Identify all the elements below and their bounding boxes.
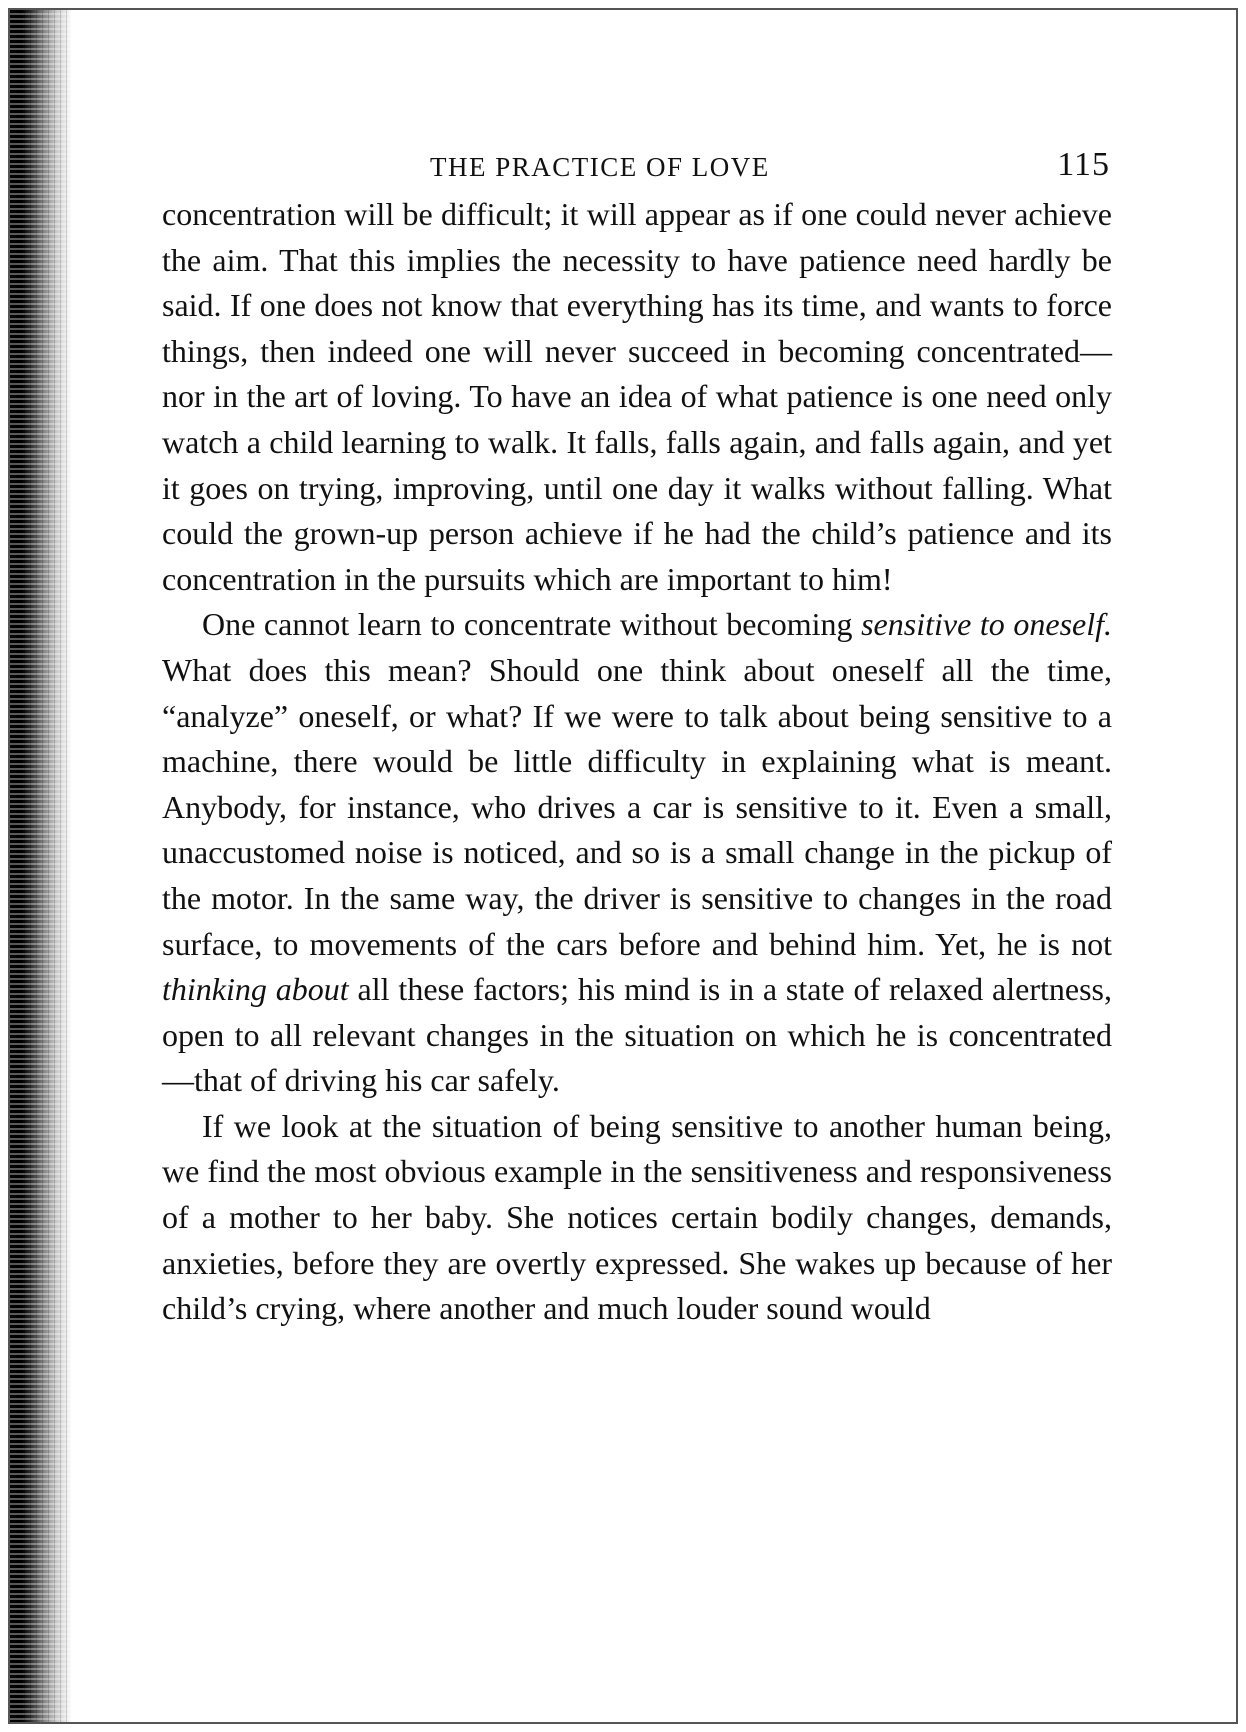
paragraph-text: One cannot learn to concentrate without becoming [202,606,862,643]
page-header [430,146,1110,186]
book-page [8,8,1238,1724]
paragraph-2 [162,602,1112,1104]
paragraph-3 [162,1104,1112,1332]
italic-phrase-sensitive-to-oneself: sensitive to oneself. [861,606,1113,643]
paragraph-text: all these factors; his mind is in a state of relaxed alertness, open to all relevant changes in the situation on which he is concentrated—that of driving his car safely. [162,971,1112,1099]
italic-phrase-thinking-about: thinking about [162,971,349,1008]
paragraph-text: What does this mean? Should one think about oneself all the time, “analyze” oneself, or what? If we were to talk about being sensitive to a machine, there would be little difficulty in explaining what is meant. Anybody, for instance, who drives a car is sensitive to it. Even a small, unaccustomed noise is noticed, and so is a small change in the pickup of the motor. In the same way, the driver is sensitive to changes in the road surface, to movements of the cars before and behind him. Yet, he is not [162,651,1112,962]
paragraph-text: If we look at the situation of being sensitive to another human being, we find the most obvious example in the sensitiveness and responsiveness of a mother to her baby. She notices certain bodily changes, demands, anxieties, before they are overtly expressed. She wakes up because of her child’s crying, where another and much louder sound would [162,1107,1112,1327]
binding-texture [24,10,68,1722]
body-text [162,192,1112,1332]
running-title: THE PRACTICE OF LOVE [430,152,770,182]
page-number: 115 [1057,146,1110,183]
paragraph-1 [162,192,1112,602]
paragraph-text: concentration will be difficult; it will appear as if one could never achieve the aim. That this implies the necessity to have patience need hardly be said. If one does not know that everything has its time, and wants to force things, then indeed one will never succeed in becoming concentrated—nor in the art of loving. To have an idea of what patience is one need only watch a child learning to walk. It falls, falls again, and falls again, and yet it goes on trying, improving, until one day it walks without falling. What could the grown-up person achieve if he had the child’s patience and its concentration in the pursuits which are important to him! [162,196,1112,597]
